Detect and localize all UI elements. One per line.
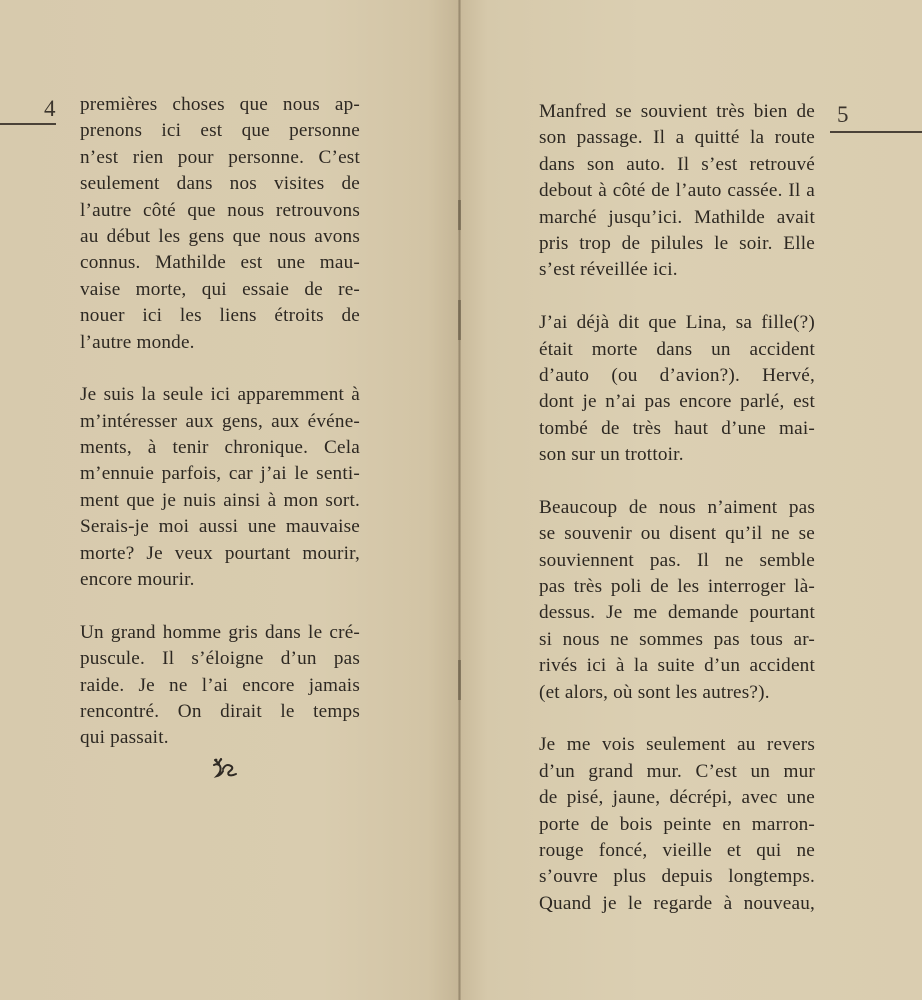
text-line: Beaucoup de nous n’aiment pas (539, 496, 815, 518)
folio-rule-right (830, 131, 922, 133)
gutter-shadow (458, 660, 461, 700)
folio-rule-left (0, 123, 56, 125)
paragraph (539, 310, 815, 468)
text-line: tombé de très haut d’une mai- (539, 417, 815, 439)
gutter-shadow (458, 200, 461, 230)
paragraph (539, 732, 815, 917)
text-line: connus. Mathilde est une mau- (80, 252, 360, 274)
page-number-left: 4 (44, 96, 56, 121)
paragraph (539, 495, 815, 706)
text-line: seulement dans nos visites de (80, 173, 360, 195)
text-line: l’autre monde. (80, 331, 195, 353)
text-line: ments, à tenir chronique. Cela (80, 437, 360, 459)
text-line: nouer ici les liens étroits de (80, 305, 360, 327)
paragraph (80, 620, 360, 752)
text-line: debout à côté de l’auto cassée. Il a (539, 180, 815, 202)
text-line: qui passait. (80, 727, 169, 749)
text-line: dans son auto. Il s’est retrouvé (539, 153, 815, 175)
text-line: Serais-je moi aussi une mauvaise (80, 516, 360, 538)
text-line: encore mourir. (80, 569, 195, 591)
text-line: marché jusqu’ici. Mathilde avait (539, 206, 815, 228)
right-page (460, 0, 922, 1000)
gutter-shadow (458, 300, 461, 340)
book-gutter (458, 0, 461, 1000)
text-line: de pisé, jaune, décrépi, avec une (539, 787, 815, 809)
text-line: puscule. Il s’éloigne d’un pas (80, 648, 360, 670)
right-page-text (539, 99, 815, 944)
text-line: rouge foncé, vieille et qui ne (539, 839, 815, 861)
text-line: morte? Je veux pourtant mourir, (80, 542, 360, 564)
left-page (0, 0, 460, 1000)
text-line: était morte dans un accident (539, 338, 815, 360)
text-line: n’est rien pour personne. C’est (80, 146, 360, 168)
text-line: J’ai déjà dit que Lina, sa fille(?) (539, 312, 815, 334)
paragraph (80, 92, 360, 356)
text-line: Je suis la seule ici apparemment à (80, 384, 360, 406)
page-number-right: 5 (837, 102, 849, 127)
text-line: m’intéresser aux gens, aux événe- (80, 410, 360, 432)
text-line: raide. Je ne l’ai encore jamais (80, 674, 360, 696)
text-line: ment que je nuis ainsi à mon sort. (80, 489, 360, 511)
fleuron-icon (212, 757, 238, 779)
paragraph (80, 382, 360, 593)
text-line: vaise morte, qui essaie de re- (80, 278, 360, 300)
text-line: Quand je le regarde à nouveau, (539, 892, 815, 914)
text-line: m’ennuie parfois, car j’ai le senti- (80, 463, 360, 485)
text-line: pas très poli de les interroger là- (539, 576, 815, 598)
text-line: Je me vois seulement au revers (539, 734, 815, 756)
text-line: porte de bois peinte en marron- (539, 813, 815, 835)
text-line: prenons ici est que personne (80, 120, 360, 142)
paragraph (539, 99, 815, 284)
text-line: premières choses que nous ap- (80, 94, 360, 115)
text-line: Manfred se souvient très bien de (539, 101, 815, 122)
text-line: s’ouvre plus depuis longtemps. (539, 866, 815, 888)
text-line: pris trop de pilules le soir. Elle (539, 232, 815, 254)
text-line: au début les gens que nous avons (80, 225, 360, 247)
left-page-text (80, 92, 360, 778)
text-line: se souvenir ou disent qu’il ne se (539, 523, 815, 545)
text-line: d’auto (ou d’avion?). Hervé, (539, 364, 815, 386)
text-line: (et alors, où sont les autres?). (539, 681, 770, 703)
text-line: dessus. Je me demande pourtant (539, 602, 815, 624)
text-line: rencontré. On dirait le temps (80, 700, 360, 722)
text-line: si nous ne sommes pas tous ar- (539, 628, 815, 650)
text-line: son sur un trottoir. (539, 444, 684, 466)
text-line: souviennent pas. Il ne semble (539, 549, 815, 571)
text-line: s’est réveillée ici. (539, 259, 678, 281)
text-line: Un grand homme gris dans le cré- (80, 621, 360, 643)
text-line: l’autre côté que nous retrouvons (80, 199, 360, 221)
text-line: son passage. Il a quitté la route (539, 127, 815, 149)
text-line: rivés ici à la suite d’un accident (539, 655, 815, 677)
text-line: dont je n’ai pas encore parlé, est (539, 391, 815, 413)
text-line: d’un grand mur. C’est un mur (539, 760, 815, 782)
